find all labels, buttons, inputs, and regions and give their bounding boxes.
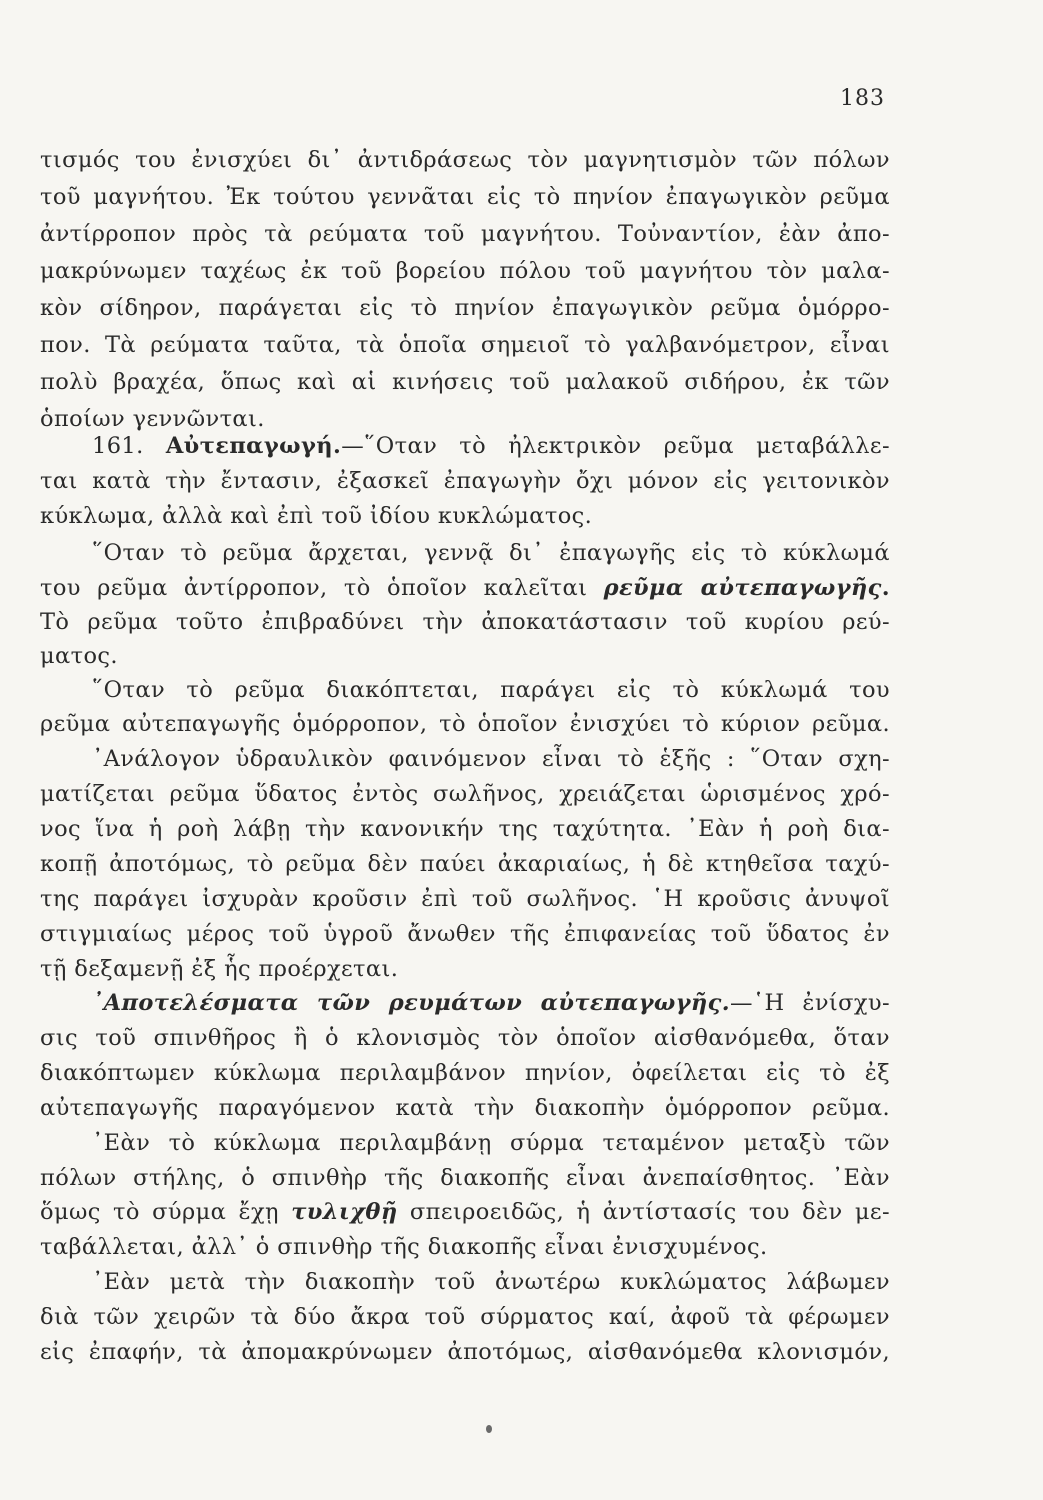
section-heading-line: 161. Αὐτεπαγωγή.—῞Οταν τὸ ἠλεκτρικὸν ρεῦμα μεταβάλλε- <box>92 433 890 459</box>
subsection-heading-line: ᾽Αποτελέσματα τῶν ρευμάτων αὐτεπαγωγῆς.—῾Η ἐνίσχυ- <box>92 990 890 1016</box>
emphasis-term: τυλιχθῇ <box>291 1199 398 1225</box>
text-line: ῞Οταν τὸ ρεῦμα ἄρχεται, γεννᾷ δι᾽ ἐπαγωγῆς εἰς τὸ κύκλωμά <box>92 540 890 566</box>
page-number: 183 <box>840 86 885 111</box>
text-line: τισμός του ἐνισχύει δι᾽ ἀντιδράσεως τὸν μαγνητισμὸν τῶν πόλων <box>40 147 890 173</box>
text-line: του ρεῦμα ἀντίρροπον, τὸ ὁποῖον καλεῖται ρεῦμα αὐτεπαγωγῆς. <box>40 575 890 601</box>
text-line: ὅμως τὸ σύρμα ἔχῃ τυλιχθῇ σπειροειδῶς, ἡ ἀντίστασίς του δὲν με- <box>40 1199 890 1225</box>
text-line: τοῦ μαγνήτου. Ἐκ τούτου γεννᾶται εἰς τὸ πηνίον ἐπαγωγικὸν ρεῦμα <box>40 184 890 210</box>
text-line: ᾽Εὰν μετὰ τὴν διακοπὴν τοῦ ἀνωτέρω κυκλώματος λάβωμεν <box>92 1269 890 1295</box>
text-line: διὰ τῶν χειρῶν τὰ δύο ἄκρα τοῦ σύρματος καί, ἀφοῦ τὰ φέρωμεν <box>40 1304 890 1330</box>
text-line: κύκλωμα, ἀλλὰ καὶ ἐπὶ τοῦ ἰδίου κυκλώματος. <box>40 503 593 529</box>
subsection-title: ᾽Αποτελέσματα τῶν ρευμάτων αὐτεπαγωγῆς. <box>92 990 730 1016</box>
section-title: Αὐτεπαγωγή. <box>165 433 342 459</box>
text-line: νος ἵνα ἡ ροὴ λάβῃ τὴν κανονικήν της ταχύτητα. ᾽Εὰν ἡ ροὴ δια- <box>40 816 890 842</box>
text-line: στιγμιαίως μέρος τοῦ ὑγροῦ ἄνωθεν τῆς ἐπιφανείας τοῦ ὕδατος ἐν <box>40 921 890 947</box>
text-line: ῞Οταν τὸ ρεῦμα διακόπτεται, παράγει εἰς τὸ κύκλωμά του <box>92 677 890 703</box>
text-line: ὁποίων γεννῶνται. <box>40 406 265 432</box>
text-line: εἰς ἐπαφήν, τὰ ἀπομακρύνωμεν ἀποτόμως, αἰσθανόμεθα κλονισμόν, <box>40 1339 890 1365</box>
text-line: ται κατὰ τὴν ἔντασιν, ἐξασκεῖ ἐπαγωγὴν ὄχι μόνον εἰς γειτονικὸν <box>40 468 890 494</box>
print-speck <box>486 1425 492 1433</box>
text-line: ἀντίρροπον πρὸς τὰ ρεύματα τοῦ μαγνήτου. Τοὐναντίον, ἐὰν ἀπο- <box>40 221 890 247</box>
text-line: ματίζεται ρεῦμα ὕδατος ἐντὸς σωλῆνος, χρειάζεται ὡρισμένος χρό- <box>40 781 890 807</box>
text-line: ταβάλλεται, ἀλλ᾽ ὁ σπινθὴρ τῆς διακοπῆς εἶναι ἐνισχυμένος. <box>40 1234 768 1260</box>
text-line: ρεῦμα αὐτεπαγωγῆς ὁμόρροπον, τὸ ὁποῖον ἐνισχύει τὸ κύριον ρεῦμα. <box>40 711 890 737</box>
text-line: μακρύνωμεν ταχέως ἐκ τοῦ βορείου πόλου τοῦ μαγνήτου τὸν μαλα- <box>40 258 890 284</box>
text-line: σις τοῦ σπινθῆρος ἢ ὁ κλονισμὸς τὸν ὁποῖον αἰσθανόμεθα, ὅταν <box>40 1025 890 1051</box>
text-line: ᾽Ανάλογον ὑδραυλικὸν φαινόμενον εἶναι τὸ ἑξῆς : ῞Οταν σχη- <box>92 746 890 772</box>
text-line: κὸν σίδηρον, παράγεται εἰς τὸ πηνίον ἐπαγωγικὸν ρεῦμα ὁμόρρο- <box>40 295 890 321</box>
text-line: Τὸ ρεῦμα τοῦτο ἐπιβραδύνει τὴν ἀποκατάστασιν τοῦ κυρίου ρεύ- <box>40 609 890 635</box>
text-line: πόλων στήλης, ὁ σπινθὴρ τῆς διακοπῆς εἶναι ἀνεπαίσθητος. ᾽Εὰν <box>40 1165 890 1191</box>
text-line: αὐτεπαγωγῆς παραγόμενον κατὰ τὴν διακοπὴν ὁμόρροπον ρεῦμα. <box>40 1095 890 1121</box>
text-line: διακόπτωμεν κύκλωμα περιλαμβάνον πηνίον, ὀφείλεται εἰς τὸ ἐξ <box>40 1060 890 1086</box>
text-line: κοπῇ ἀποτόμως, τὸ ρεῦμα δὲν παύει ἀκαριαίως, ἡ δὲ κτηθεῖσα ταχύ- <box>40 851 890 877</box>
text-line: πολὺ βραχέα, ὅπως καὶ αἱ κινήσεις τοῦ μαλακοῦ σιδήρου, ἐκ τῶν <box>40 369 890 395</box>
text-line: πον. Τὰ ρεύματα ταῦτα, τὰ ὁποῖα σημειοῖ τὸ γαλβανόμετρον, εἶναι <box>40 332 890 358</box>
text-line: τῇ δεξαμενῇ ἐξ ἧς προέρχεται. <box>40 956 399 982</box>
text-line: ᾽Εὰν τὸ κύκλωμα περιλαμβάνῃ σύρμα τεταμένον μεταξὺ τῶν <box>92 1130 890 1156</box>
text-line: ματος. <box>40 643 118 669</box>
text-line: της παράγει ἰσχυρὰν κροῦσιν ἐπὶ τοῦ σωλῆνος. ῾Η κροῦσις ἀνυψοῖ <box>40 886 890 912</box>
emphasis-term: ρεῦμα αὐτεπαγωγῆς <box>603 575 882 601</box>
